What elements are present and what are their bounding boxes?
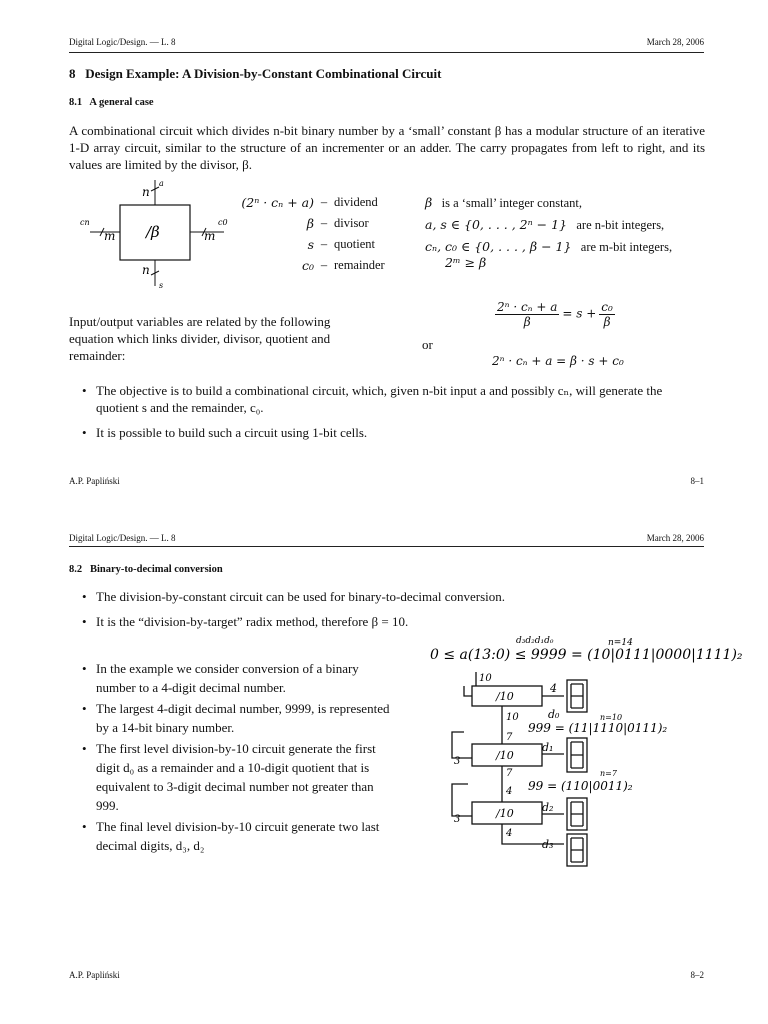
page2-top-bullets bbox=[82, 588, 702, 630]
sketch-div-2: /10 bbox=[496, 749, 514, 762]
page1-footer-left: A.P. Papliński bbox=[69, 476, 120, 486]
sketch-w3-b: 3 bbox=[454, 814, 461, 825]
right-m: m bbox=[204, 229, 216, 243]
subsection-title-8-1: 8.1 A general case bbox=[69, 97, 154, 108]
equation-fraction: $\frac{\text{2ⁿ · cₙ + a}}{\beta}$ = s + $\frac{\text{c₀}}{\beta}$ bbox=[497, 300, 613, 329]
bottom-n: n bbox=[142, 263, 150, 277]
binary-to-decimal-sketch bbox=[424, 634, 743, 874]
sketch-d1: d₁ bbox=[542, 741, 554, 754]
sketch-div-3: /10 bbox=[496, 807, 514, 820]
def-row: β – divisor bbox=[306, 216, 369, 231]
sketch-d0: d₀ bbox=[548, 708, 560, 721]
sketch-d3: d₃ bbox=[542, 838, 554, 851]
constraint-row: 2ᵐ ≥ β bbox=[445, 255, 487, 270]
sketch-w4-c: 4 bbox=[506, 828, 513, 839]
division-block-diagram bbox=[76, 174, 246, 294]
sketch-w10-b: 10 bbox=[506, 712, 519, 723]
equation-linear: 2ⁿ · cₙ + a = β · s + c₀ bbox=[492, 354, 624, 368]
page2-left-bullets bbox=[82, 659, 398, 855]
intro-paragraph: A combinational circuit which divides n-bit binary number by a ‘small’ constant β has a modular structure of an iterative 1-D array circuit, similar to the structure of an incrementer or an adder. The carry propagates from left to right, and its values are limited by the divisor, β. bbox=[69, 123, 705, 172]
def-row: c₀ – remainder bbox=[301, 258, 385, 273]
page2-footer-left: A.P. Papliński bbox=[69, 970, 120, 980]
bullet-item: • In the example we consider conversion of a binary number to a 4-digit decimal number. bbox=[82, 659, 398, 697]
definitions-list bbox=[232, 192, 412, 276]
bullet-item: • The largest 4-digit decimal number, 9999, is represented by a 14-bit binary number. bbox=[82, 699, 398, 737]
left-m: m bbox=[104, 229, 116, 243]
top-a: a bbox=[159, 179, 164, 188]
sketch-n14: n=14 bbox=[608, 638, 633, 648]
sketch-d2: d₂ bbox=[542, 801, 554, 814]
page2-header-rule bbox=[69, 546, 704, 547]
page1-header-right: March 28, 2006 bbox=[646, 37, 704, 47]
right-c0: c0 bbox=[218, 218, 228, 227]
block-label: /β bbox=[146, 223, 160, 241]
bullet-item: • The objective is to build a combinational circuit, which, given n-bit input a and possibly cₙ, will generate the quotient s and the remainder, c₀. bbox=[82, 382, 682, 416]
sketch-w7-b: 7 bbox=[506, 768, 513, 779]
relation-text: Input/output variables are related by the following equation which links divider, divisor, quotient and remainder: bbox=[69, 314, 331, 363]
sketch-w10-a: 10 bbox=[479, 673, 492, 684]
sketch-n10: n=10 bbox=[600, 713, 623, 722]
sketch-w7-a: 7 bbox=[506, 732, 513, 743]
page1-header-rule bbox=[69, 52, 704, 53]
bullet-item: • It is possible to build such a circuit using 1-bit cells. bbox=[82, 424, 682, 441]
constraint-row: a, s ∈ {0, . . . , 2ⁿ − 1} are n-bit integers, bbox=[425, 217, 665, 232]
constraint-row: β is a ‘small’ integer constant, bbox=[425, 195, 582, 210]
bullet-item: • The division-by-constant circuit can be used for binary-to-decimal conversion. bbox=[82, 588, 702, 605]
constraints-list bbox=[425, 192, 715, 271]
page1-bullets bbox=[82, 382, 682, 441]
bullet-item: • The final level division-by-10 circuit generate two last decimal digits, d₃, d₂ bbox=[82, 817, 398, 855]
sketch-w4-a: 4 bbox=[550, 682, 557, 695]
page2-header-right: March 28, 2006 bbox=[646, 533, 704, 543]
sketch-w4-b: 4 bbox=[506, 786, 513, 797]
top-n: n bbox=[142, 185, 150, 199]
sketch-w3-a: 3 bbox=[454, 756, 461, 767]
sketch-eq999: 999 = (11|1110|0111)₂ bbox=[528, 721, 668, 735]
sketch-top-eq: 0 ≤ a(13:0) ≤ 9999 = (10|0111|0000|1111)₂ bbox=[430, 647, 743, 663]
section-title: 8 Design Example: A Division-by-Constant Combinational Circuit bbox=[69, 66, 442, 81]
page2-header-left: Digital Logic/Design. — L. 8 bbox=[69, 533, 176, 543]
def-row: (2ⁿ · cₙ + a) – dividend bbox=[241, 195, 378, 210]
sketch-eq99: 99 = (110|0011)₂ bbox=[528, 779, 633, 793]
sketch-digits: d₃d₂d₁d₀ bbox=[516, 636, 554, 646]
def-row: s – quotient bbox=[307, 237, 375, 252]
or-text: or bbox=[422, 337, 433, 352]
bullet-item: • It is the “division-by-target” radix method, therefore β = 10. bbox=[82, 613, 702, 630]
page2-footer-right: 8–2 bbox=[690, 970, 704, 980]
page1-header-left: Digital Logic/Design. — L. 8 bbox=[69, 37, 176, 47]
sketch-div-1: /10 bbox=[496, 690, 514, 703]
bullet-item: • The first level division-by-10 circuit generate the first digit d₀ as a remainder and a 10-digit quotient that is equivalent to 3-digit decimal number not greater than 999. bbox=[82, 739, 398, 815]
page1-footer-right: 8–1 bbox=[690, 476, 704, 486]
constraint-row: cₙ, c₀ ∈ {0, . . . , β − 1} are m-bit integers, bbox=[425, 239, 673, 254]
bottom-s: s bbox=[159, 281, 164, 290]
sketch-n7: n=7 bbox=[600, 769, 617, 778]
left-cn: cn bbox=[80, 218, 90, 227]
subsection-title-8-2: 8.2 Binary-to-decimal conversion bbox=[69, 564, 223, 575]
